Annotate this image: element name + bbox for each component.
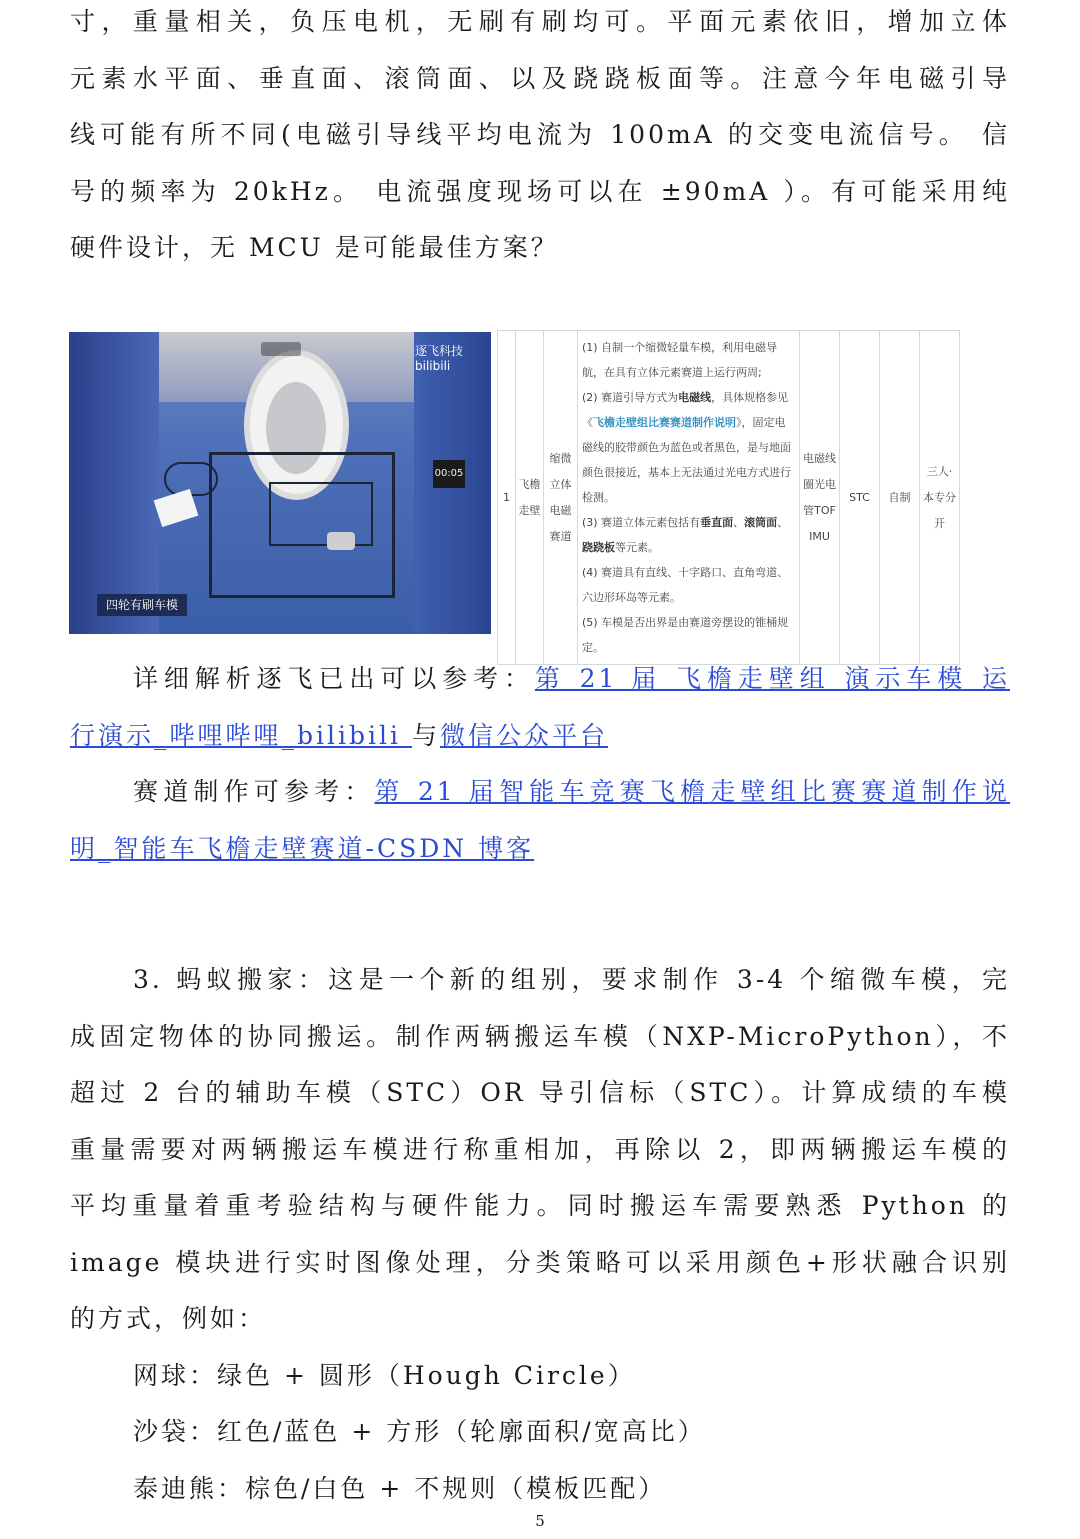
text-line: 成固定物体的协同搬运。制作两辆搬运车模（NXP-MicroPython），不 <box>70 1021 1010 1051</box>
text-line: 平均重量着重考验结构与硬件能力。同时搬运车需要熟悉 Python 的 <box>70 1191 1010 1220</box>
photo-timer: 00:05 <box>433 460 465 488</box>
play-controls-icon <box>261 342 301 356</box>
requirement-item <box>582 385 795 510</box>
text-line: 重量需要对两辆搬运车模进行称重相加，再除以 2，即两辆搬运车模的 <box>70 1134 1010 1164</box>
ref-prefix: 详细解析逐飞已出可以参考： <box>133 664 535 693</box>
cell-requirements <box>578 331 800 665</box>
photo-watermark: 逐飞科技 bilibili <box>415 344 464 373</box>
photo-track-line <box>269 482 373 546</box>
cell-track: 缩微立体电磁赛道 <box>544 331 578 665</box>
text-line <box>70 651 1010 708</box>
text-line <box>70 821 1010 878</box>
text-line: 线可能有所不同(电磁引导线平均电流为 100mA 的交变电流信号。 信 <box>70 120 1010 149</box>
text-line: 超过 2 台的辅助车模（STC）OR 导引信标（STC）。计算成绩的车模 <box>70 1078 1010 1107</box>
photo-wall-left <box>69 332 159 634</box>
link-bilibili-demo[interactable]: 第 21 届 飞檐走壁组 演示车模 运 <box>534 664 1010 693</box>
requirement-text: 滚筒面 <box>744 516 778 529</box>
text-line: 元素水平面、垂直面、滚筒面、以及跷跷板面等。注意今年电磁引导 <box>70 63 1010 93</box>
requirement-text: 飞檐走壁组比赛赛道制作说明 <box>593 416 736 429</box>
text-line: 寸，重量相关，负压电机，无刷有刷均可。平面元素依旧，增加立体 <box>70 7 1010 36</box>
group-spec-table <box>497 330 960 665</box>
requirement-text: 、 <box>777 516 789 529</box>
cell-mcu: STC <box>840 331 880 665</box>
link-wechat[interactable]: 微信公众平台 <box>439 720 608 750</box>
figure-track-photo-and-table <box>69 330 959 654</box>
photo-car <box>327 532 355 550</box>
ref-joiner: 与 <box>411 720 440 750</box>
cell-group: 飞檐走壁 <box>516 331 544 665</box>
example-item: 沙袋：红色/蓝色 + 方形（轮廓面积/宽高比） <box>133 1417 706 1446</box>
requirements-list <box>582 335 795 660</box>
cell-sensors: 电磁线圈光电管TOF IMU <box>800 331 840 665</box>
requirement-text: ，具体规格参见《 <box>582 391 789 429</box>
cell-level: 三人·本专分开 <box>920 331 960 665</box>
table-row <box>498 331 960 665</box>
requirement-text: (2) 赛道引导方式为 <box>582 391 679 404</box>
references-paragraph <box>70 651 1010 877</box>
text-line: 的方式，例如： <box>70 1304 267 1333</box>
text-line: 号的频率为 20kHz。 电流强度现场可以在 ±90mA ）。有可能采用纯 <box>70 176 1010 206</box>
section-3-paragraph <box>70 952 1010 1517</box>
example-item: 网球：绿色 + 圆形（Hough Circle） <box>133 1360 636 1390</box>
link-csdn-track[interactable]: 明_智能车飞檐走壁赛道-CSDN 博客 <box>70 833 535 863</box>
requirement-item <box>582 510 795 560</box>
text-line: 硬件设计，无 MCU 是可能最佳方案？ <box>70 233 559 262</box>
requirement-text: 》，固定电磁线的胶带颜色为蓝色或者黑色，是与地面颜色很接近，基本上无法通过光电方式进行检测。 <box>582 416 791 504</box>
requirement-text: 跷跷板 <box>582 541 615 554</box>
cell-model: 自制 <box>880 331 920 665</box>
requirement-text: (3) 赛道立体元素包括有 <box>582 516 701 529</box>
requirement-text: (1) 自制一个缩微轻量车模，利用电磁导航，在具有立体元素赛道上运行两周; <box>582 341 778 379</box>
requirement-text: 等元素。 <box>615 541 659 554</box>
photo-caption: 四轮有刷车模 <box>97 594 187 616</box>
requirement-text: 、 <box>733 516 745 529</box>
example-item: 泰迪熊：棕色/白色 + 不规则（模板匹配） <box>133 1473 667 1503</box>
link-csdn-track[interactable]: 第 21 届智能车竞赛飞檐走壁组比赛赛道制作说 <box>374 777 1010 806</box>
link-bilibili-demo[interactable]: 行演示_哔哩哔哩_bilibili <box>70 720 412 750</box>
cell-index: 1 <box>498 331 516 665</box>
ref-prefix: 赛道制作可参考： <box>133 777 375 806</box>
text-line: image 模块进行实时图像处理，分类策略可以采用颜色+形状融合识别 <box>70 1247 1010 1277</box>
requirement-item <box>582 335 795 385</box>
text-line: 3. 蚂蚁搬家：这是一个新的组别，要求制作 3-4 个缩微车模，完 <box>133 965 1010 994</box>
requirement-text: 电磁线 <box>678 391 712 404</box>
intro-paragraph <box>70 0 1010 277</box>
photo-track-line <box>164 462 218 496</box>
page-number: 5 <box>535 1512 545 1530</box>
track-photo <box>69 332 491 634</box>
requirement-text: (5) 车模是否出界是由赛道旁摆设的锥桶规定。 <box>582 616 789 654</box>
text-line <box>70 764 1010 821</box>
requirement-item <box>582 560 795 610</box>
text-line <box>70 708 1010 765</box>
requirement-text: 垂直面 <box>700 516 734 529</box>
requirement-text: (4) 赛道具有直线、十字路口、直角弯道、六边形环岛等元素。 <box>582 566 789 604</box>
photo-seesaw <box>154 489 199 527</box>
